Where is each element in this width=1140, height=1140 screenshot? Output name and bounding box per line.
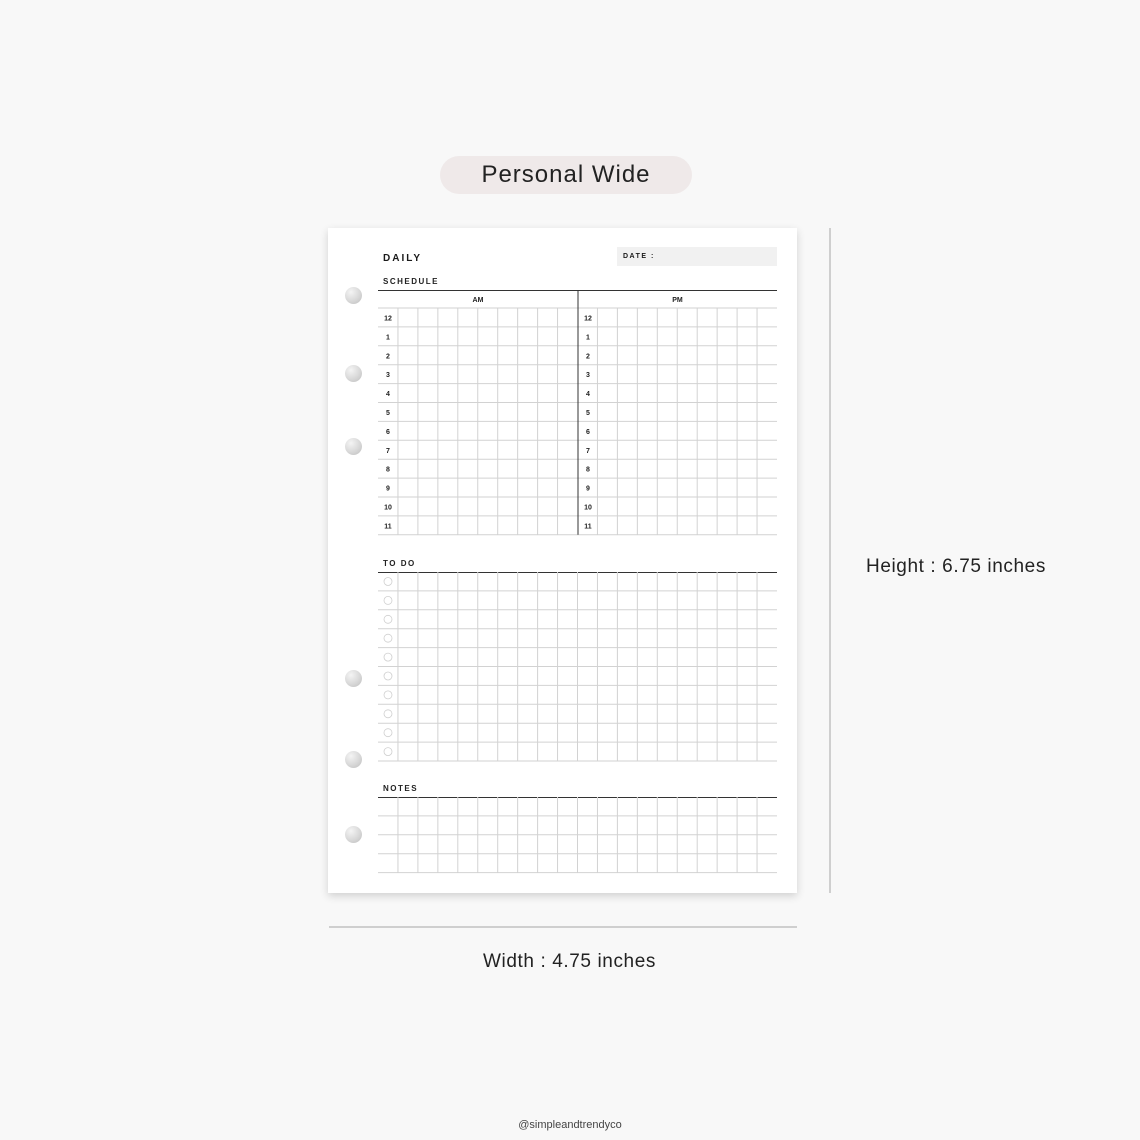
title-pill: [440, 156, 692, 194]
binder-hole: [345, 365, 362, 382]
binder-hole: [345, 438, 362, 455]
am-header: AM: [472, 297, 484, 304]
todo-checkbox-icon[interactable]: [384, 653, 392, 661]
page-heading: Personal Wide: [481, 161, 651, 188]
todo-checkbox-icon[interactable]: [384, 578, 392, 586]
pm-hour-label: 2: [586, 353, 590, 361]
pm-hour-label: 9: [586, 485, 590, 493]
schedule-grid: [378, 290, 777, 536]
todo-checkbox-icon[interactable]: [384, 748, 392, 756]
todo-grid[interactable]: [378, 572, 777, 762]
pm-hour-label: 10: [584, 504, 592, 512]
am-hour-label: 10: [384, 504, 392, 512]
am-hour-label: 11: [384, 523, 392, 531]
pm-hour-label: 8: [586, 466, 590, 474]
am-hour-label: 6: [386, 428, 390, 436]
am-hour-label: 12: [384, 315, 392, 323]
binder-hole: [345, 287, 362, 304]
height-dimension-line: [829, 228, 831, 893]
am-hour-label: 9: [386, 485, 390, 493]
pm-hour-label: 11: [584, 523, 592, 531]
pm-hour-label: 4: [586, 391, 590, 399]
credit-handle: @simpleandtrendyco: [518, 1119, 622, 1131]
notes-grid[interactable]: [378, 797, 777, 874]
am-hour-label: 8: [386, 466, 390, 474]
todo-checkbox-icon[interactable]: [384, 691, 392, 699]
binder-hole: [345, 751, 362, 768]
pm-hour-label: 12: [584, 315, 592, 323]
am-hour-label: 1: [386, 334, 390, 342]
binder-hole: [345, 670, 362, 687]
date-field[interactable]: [617, 247, 777, 266]
pm-hour-label: 5: [586, 410, 590, 417]
todo-checkbox-icon[interactable]: [384, 672, 392, 680]
todo-checkbox-icon[interactable]: [384, 710, 392, 718]
am-hour-label: 2: [386, 353, 390, 361]
pm-header: PM: [672, 297, 683, 304]
todo-label: TO DO: [383, 559, 416, 568]
pm-hour-label: 7: [586, 447, 590, 455]
pm-hour-label: 6: [586, 428, 590, 436]
width-dimension-line: [329, 926, 797, 928]
todo-checkbox-icon[interactable]: [384, 634, 392, 642]
am-hour-label: 7: [386, 447, 390, 455]
notes-label: NOTES: [383, 784, 419, 793]
planner-page: [328, 228, 797, 893]
am-hour-label: 3: [386, 372, 390, 380]
height-label: Height : 6.75 inches: [866, 556, 1046, 577]
date-label: DATE :: [623, 253, 655, 260]
binder-hole: [345, 826, 362, 843]
am-hour-label: 4: [386, 391, 390, 399]
planner-title: DAILY: [383, 253, 423, 264]
pm-hour-label: 3: [586, 372, 590, 380]
todo-checkbox-icon[interactable]: [384, 615, 392, 623]
width-label: Width : 4.75 inches: [483, 951, 656, 972]
todo-checkbox-icon[interactable]: [384, 729, 392, 737]
am-hour-label: 5: [386, 410, 390, 417]
todo-checkbox-icon[interactable]: [384, 596, 392, 604]
schedule-label: SCHEDULE: [383, 277, 440, 286]
pm-hour-label: 1: [586, 334, 590, 342]
